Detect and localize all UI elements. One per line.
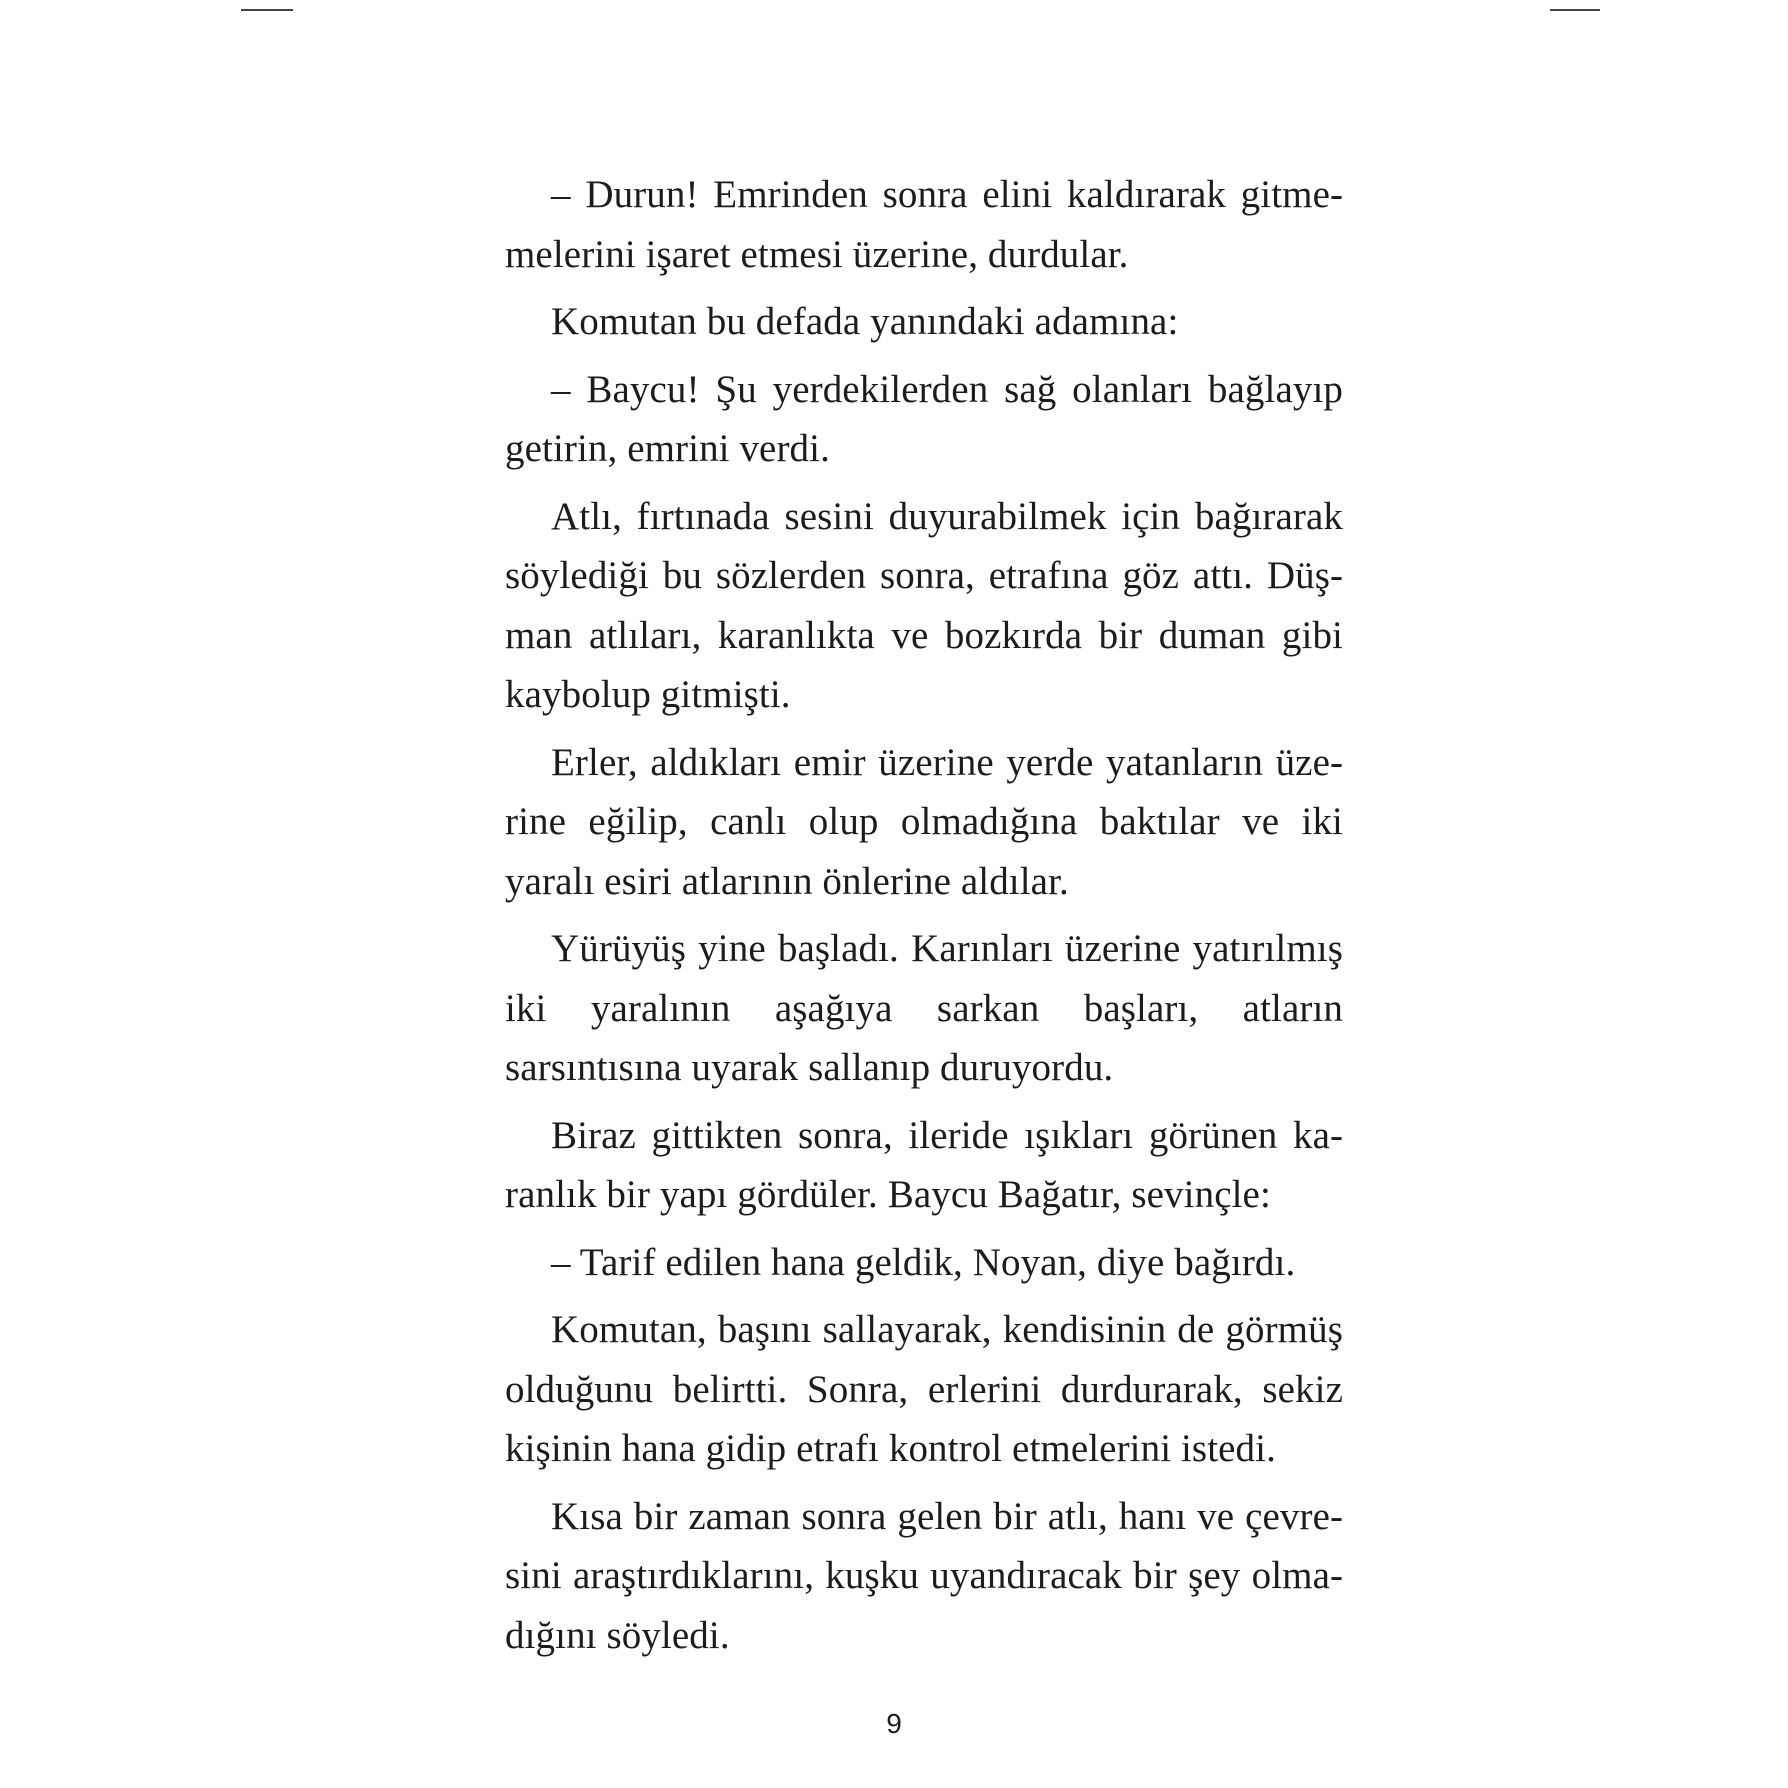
paragraph-9: Komutan, başını sallayarak, kendisinin de görmüş olduğunu belirtti. Sonra, erlerini durdurarak, sekiz kişinin hana gidip etrafı kontrol etmelerini istedi. xyxy=(505,1308,1343,1470)
paragraph-2: Komutan bu defada yanındaki adamına: xyxy=(551,300,1179,343)
crop-mark-right xyxy=(1550,9,1600,11)
paragraph-8: – Tarif edilen hana geldik, Noyan, diye bağırdı. xyxy=(551,1240,1296,1284)
paragraph-4: Atlı, fırtınada sesini duyurabilmek için bağırarak söylediği bu sözlerden sonra, etrafına göz attı. Düşman atlıları, karanlıkta ve bozkırda bir duman gibi kaybolup gitmişti. xyxy=(505,494,1343,716)
paragraph-7: Biraz gittikten sonra, ileride ışıkları görünen karanlık bir yapı gördüler. Baycu Bağatır, sevinçle: xyxy=(505,1113,1343,1216)
paragraph-1: – Durun! Emrinden sonra elini kaldırarak gitmemelerini işaret etmesi üzerine, durdular. xyxy=(505,173,1343,276)
paragraph-5: Erler, aldıkları emir üzerine yerde yatanların üzerine eğilip, canlı olup olmadığına baktılar ve iki yaralı esiri atlarının önlerine aldılar. xyxy=(505,740,1343,903)
body-text xyxy=(505,165,1343,1673)
paragraph-6: Yürüyüş yine başladı. Karınları üzerine yatırılmış iki yaralının aşağıya sarkan başları, atların sarsıntısına uyarak sallanıp duruyordu. xyxy=(505,927,1343,1089)
crop-mark-left xyxy=(241,9,293,11)
paragraph-3: – Baycu! Şu yerdekilerden sağ olanları bağlayıp getirin, emrini verdi. xyxy=(505,367,1343,470)
page-number: 9 xyxy=(886,1708,902,1739)
paragraph-10: Kısa bir zaman sonra gelen bir atlı, hanı ve çevresini araştırdıklarını, kuşku uyandıracak bir şey olmadığını söyledi. xyxy=(505,1494,1343,1657)
